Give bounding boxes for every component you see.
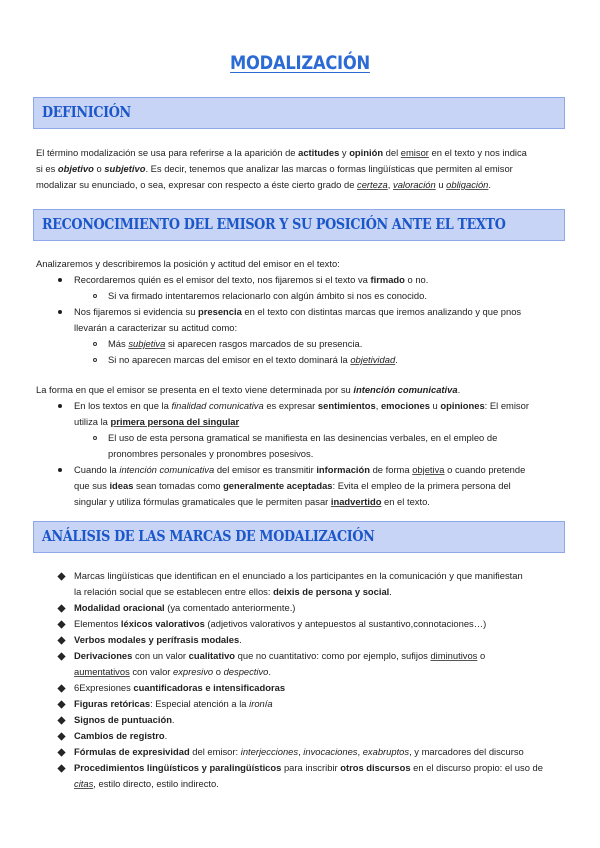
diamond-bullet-icon xyxy=(58,653,65,660)
section-heading-text: DEFINICIÓN xyxy=(42,104,131,121)
marcas-item-4: Verbos modales y perífrasis modales. xyxy=(74,634,242,645)
section-heading-definicion xyxy=(33,97,565,129)
marcas-item-3: Elementos léxicos valorativos (adjetivos valorativos y antepuestos al sustantivo,connotaciones…) xyxy=(74,618,487,629)
sub-bullet-circle-icon xyxy=(93,436,97,440)
diamond-bullet-icon xyxy=(58,605,65,612)
sub-bullet-subjetiva: Más subjetiva si aparecen rasgos marcados de su presencia. xyxy=(108,338,363,349)
bullet-informacion-line-3: singular y utiliza fórmulas gramaticales que le permiten pasar inadvertido en el texto. xyxy=(74,496,430,507)
marcas-item-8: Signos de puntuación. xyxy=(74,714,175,725)
bullet-firmado: Recordaremos quién es el emisor del texto, nos fijaremos si el texto va firmado o no. xyxy=(74,274,429,285)
diamond-bullet-icon xyxy=(58,733,65,740)
page-title: MODALIZACIÓN xyxy=(230,52,370,74)
definition-line-3: modalizar su enunciado, o sea, expresar con respecto a éste cierto grado de certeza, valoración u obligación. xyxy=(36,179,492,190)
bullet-presencia-line-1: Nos fijaremos si evidencia su presencia en el texto con distintas marcas que iremos analizando y que pnos xyxy=(74,306,522,317)
bullet-dot-icon xyxy=(58,404,62,408)
definition-line-1: El término modalización se usa para referirse a la aparición de actitudes y opinión del emisor en el texto y nos indica xyxy=(36,147,527,158)
sub-bullet-persona-line-1: El uso de esta persona gramatical se manifiesta en las desinencias verbales, en el empleo de xyxy=(108,432,498,443)
marcas-item-7: Figuras retóricas: Especial atención a la ironía xyxy=(74,698,273,709)
marcas-item-5-line-2: aumentativos con valor expresivo o despectivo. xyxy=(74,666,272,677)
marcas-item-10: Fórmulas de expresividad del emisor: interjecciones, invocaciones, exabruptos, y marcadores del discurso xyxy=(74,746,524,757)
diamond-bullet-icon xyxy=(58,685,65,692)
diamond-bullet-icon xyxy=(58,701,65,708)
bullet-finalidad-line-2: utiliza la primera persona del singular xyxy=(74,416,240,427)
bullet-presencia-line-2: llevarán a caracterizar su actitud como: xyxy=(74,322,238,333)
diamond-bullet-icon xyxy=(58,765,65,772)
bullet-finalidad-line-1: En los textos en que la finalidad comunicativa es expresar sentimientos, emociones u opiniones: El emisor xyxy=(74,400,529,411)
intencion-comunicativa-paragraph: La forma en que el emisor se presenta en el texto viene determinada por su intención comunicativa. xyxy=(36,384,461,395)
marcas-item-2: Modalidad oracional (ya comentado anteriormente.) xyxy=(74,602,296,613)
diamond-bullet-icon xyxy=(58,573,65,580)
bullet-dot-icon xyxy=(58,278,62,282)
sub-bullet-circle-icon xyxy=(93,294,97,298)
sub-bullet-circle-icon xyxy=(93,358,97,362)
marcas-item-5-line-1: Derivaciones con un valor cualitativo que no cuantitativo: como por ejemplo, sufijos diminutivos o xyxy=(74,650,486,661)
diamond-bullet-icon xyxy=(58,637,65,644)
marcas-item-11-line-2: citas, estilo directo, estilo indirecto. xyxy=(74,778,219,789)
sub-bullet-persona-line-2: pronombres personales y pronombres posesivos. xyxy=(108,448,314,459)
section-heading-text: ANÁLISIS DE LAS MARCAS DE MODALIZACIÓN xyxy=(42,528,375,545)
diamond-bullet-icon xyxy=(58,621,65,628)
sub-bullet-objetividad: Si no aparecen marcas del emisor en el texto dominará la objetividad. xyxy=(108,354,398,365)
diamond-bullet-icon xyxy=(58,717,65,724)
marcas-item-1-line-1: Marcas lingüísticas que identifican en el enunciado a los participantes en la comunicación y que manifiestan xyxy=(74,570,523,581)
sub-bullet-firmado: Si va firmado intentaremos relacionarlo con algún ámbito si nos es conocido. xyxy=(108,290,427,301)
sub-bullet-circle-icon xyxy=(93,342,97,346)
bullet-dot-icon xyxy=(58,468,62,472)
marcas-item-11-line-1: Procedimientos lingüísticos y paralingüísticos para inscribir otros discursos en el discurso propio: el uso de xyxy=(74,762,543,773)
marcas-item-6: 6Expresiones cuantificadoras e intensificadoras xyxy=(74,682,286,693)
reconocimiento-intro: Analizaremos y describiremos la posición y actitud del emisor en el texto: xyxy=(36,258,340,269)
section-heading-text: RECONOCIMIENTO DEL EMISOR Y SU POSICIÓN ANTE EL TEXTO xyxy=(42,216,506,233)
marcas-item-1-line-2: la relación social que se establecen entre ellos: deixis de persona y social. xyxy=(74,586,392,597)
section-heading-reconocimiento xyxy=(33,209,565,241)
bullet-dot-icon xyxy=(58,310,62,314)
diamond-bullet-icon xyxy=(58,749,65,756)
marcas-item-9: Cambios de registro. xyxy=(74,730,168,741)
section-heading-analisis xyxy=(33,521,565,553)
bullet-informacion-line-2: que sus ideas sean tomadas como generalmente aceptadas: Evita el empleo de la primera persona del xyxy=(74,480,511,491)
bullet-informacion-line-1: Cuando la intención comunicativa del emisor es transmitir información de forma objetiva o cuando pretende xyxy=(74,464,526,475)
definition-line-2: si es objetivo o subjetivo. Es decir, tenemos que analizar las marcas o formas lingüísticas que permiten al emisor xyxy=(36,163,513,174)
